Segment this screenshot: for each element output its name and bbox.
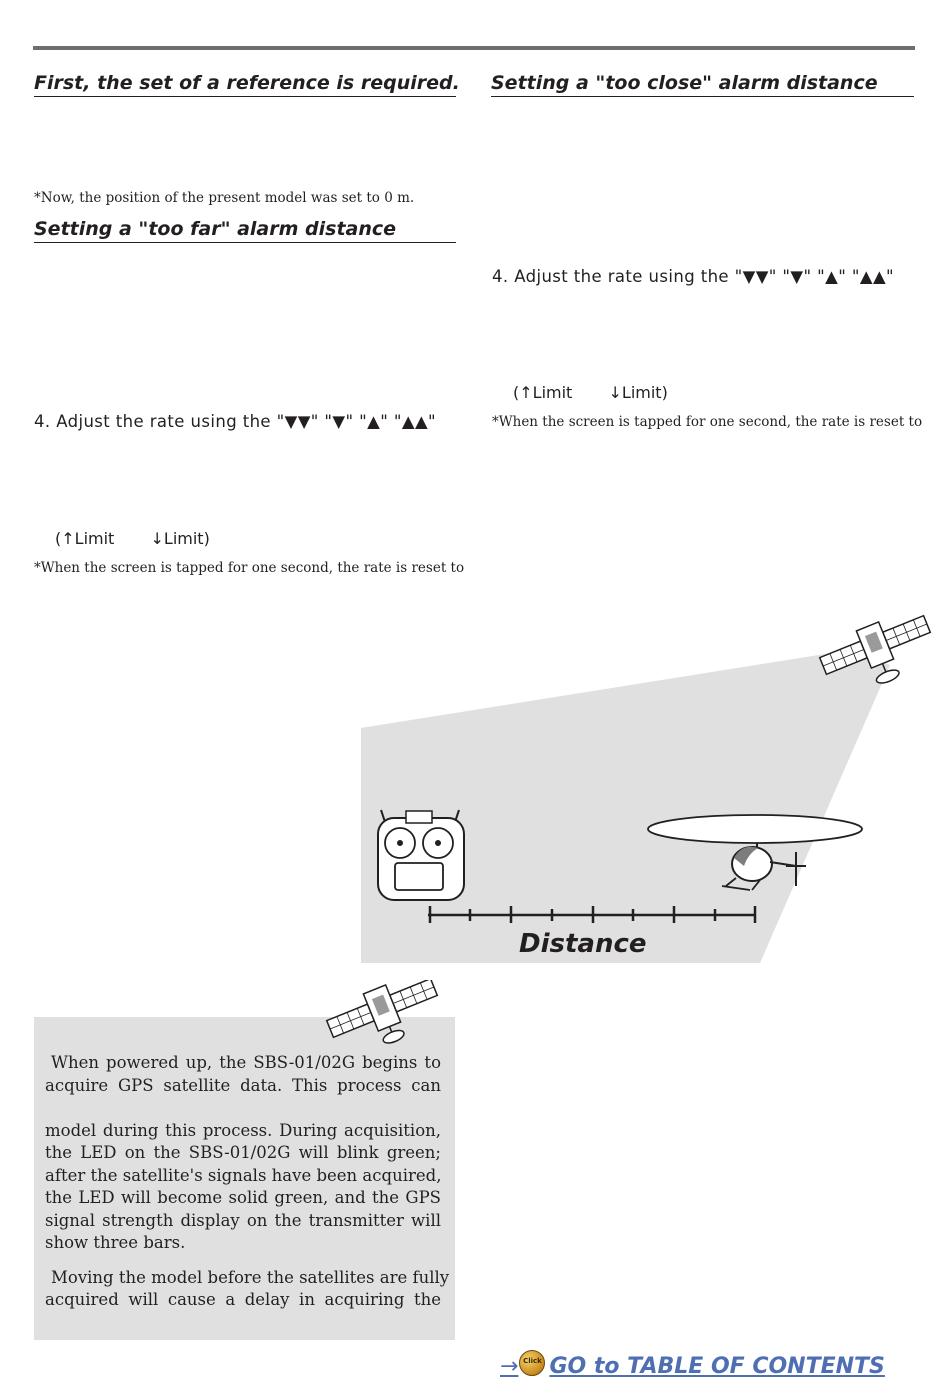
info-line: model during this process. During acquisition,	[45, 1121, 441, 1140]
limit-up-label: (↑Limit	[55, 529, 115, 548]
info-line: acquired will cause a delay in acquiring the	[45, 1290, 441, 1309]
click-badge-icon	[519, 1350, 545, 1376]
info-line: signal strength display on the transmitter will	[45, 1211, 441, 1230]
satellite-icon	[320, 980, 445, 1045]
adjust-rate-instruction-close: 4. Adjust the rate using the "▼▼" "▼" "▲" "▲▲"	[492, 267, 895, 286]
transmitter-icon	[378, 810, 464, 900]
limit-down-label: ↓Limit)	[150, 529, 210, 548]
info-line: show three bars.	[45, 1233, 186, 1252]
toc-link[interactable]	[500, 1350, 885, 1379]
adjust-rate-instruction-far: 4. Adjust the rate using the "▼▼" "▼" "▲" "▲▲"	[34, 412, 437, 431]
info-line: after the satellite's signals have been acquired,	[45, 1166, 442, 1185]
limit-down-label: ↓Limit)	[608, 383, 668, 402]
info-line: Moving the model before the satellites are fully	[51, 1268, 450, 1287]
tap-reset-note-far: *When the screen is tapped for one second, the rate is reset to	[34, 560, 465, 576]
limit-legend-far	[55, 529, 210, 548]
info-line: When powered up, the SBS-01/02G begins to	[51, 1053, 441, 1072]
info-line: the LED on the SBS-01/02G will blink green;	[45, 1143, 441, 1162]
click-badge-text: Click	[523, 1357, 542, 1365]
top-rule	[33, 46, 915, 50]
limit-up-label: (↑Limit	[513, 383, 573, 402]
reference-note: *Now, the position of the present model was set to 0 m.	[34, 190, 415, 206]
heading-reference: First, the set of a reference is required.	[34, 72, 456, 97]
heading-too-far: Setting a "too far" alarm distance	[34, 218, 456, 243]
distance-diagram	[0, 600, 950, 980]
arrow-icon: →	[500, 1354, 519, 1379]
distance-label: Distance	[519, 929, 647, 959]
tap-reset-note-close: *When the screen is tapped for one second, the rate is reset to	[492, 414, 923, 430]
limit-legend-close	[513, 383, 668, 402]
info-line: the LED will become solid green, and the GPS	[45, 1188, 441, 1207]
info-line: acquire GPS satellite data. This process can	[45, 1076, 441, 1095]
toc-link-label[interactable]: GO to TABLE OF CONTENTS	[549, 1354, 885, 1379]
heading-too-close: Setting a "too close" alarm distance	[491, 72, 914, 97]
